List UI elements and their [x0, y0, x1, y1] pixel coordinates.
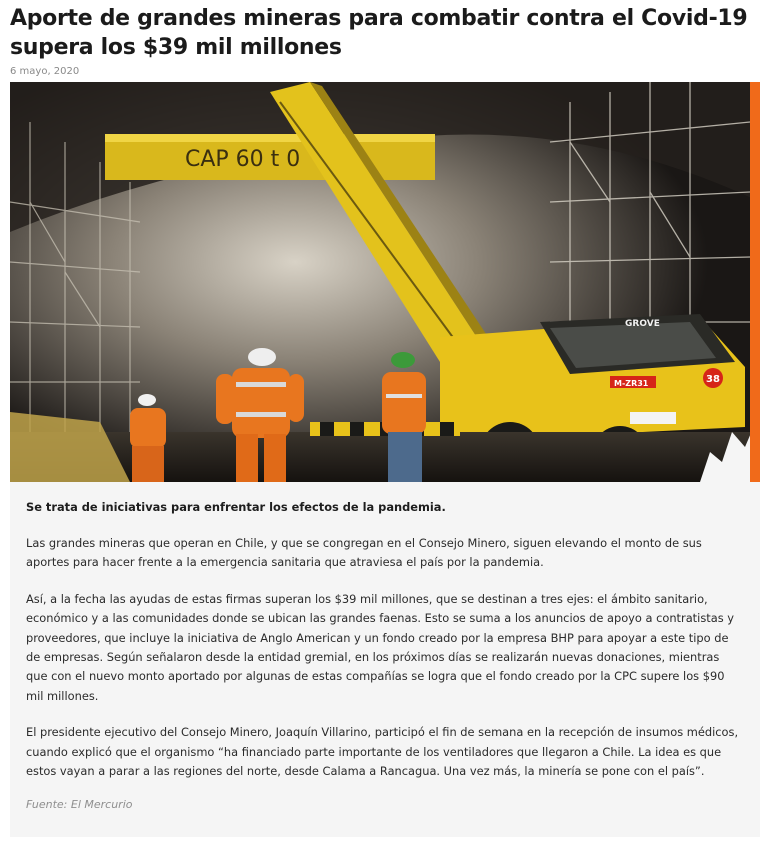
article-paragraph-1: Las grandes mineras que operan en Chile, y que se congregan en el Consejo Minero, siguen elevando el monto de sus aportes para hacer frente a la emergencia sanitaria que atraviesa el país por la pandemia. — [26, 536, 702, 570]
article-source: Fuente: El Mercurio — [26, 798, 133, 812]
crane-sign: CAP 60 t 0 — [185, 147, 301, 172]
article-paragraph-3: El presidente ejecutivo del Consejo Minero, Joaquín Villarino, participó el fin de semana en la recepción de insumos médicos, cuando explicó que el organismo “ha financiado parte importante de los ventiladores que llegaron a Chile. La idea es que estos vayan a parar a las regiones del norte, desde Calama a Rancagua. Una vez más, la minería se pone con el país”. — [26, 725, 739, 779]
article-paragraph-2: Así, a la fecha las ayudas de estas firmas superan los $39 mil millones, que se destinan a tres ejes: el ámbito sanitario, económico y a las comunidades donde se ubican las grandes faenas. Esto se suma a los anuncios de apoyo a contratistas y proveedores, que incluye la iniciativa de Anglo American y un fondo creado por la empresa BHP para apoyar a este tipo de de empresas. Según señalaron desde la entidad gremial, en los próximos días se realizarán nuevas donaciones, mientras que con el nuevo monto aportado por algunas de estas compañías se logra que el fondo creado por la CPC supere los $90 mil millones. — [26, 591, 734, 703]
truck-brand: GROVE — [625, 319, 660, 329]
article-body — [10, 482, 760, 837]
truck-number: 38 — [706, 374, 720, 385]
article-date: 6 mayo, 2020 — [10, 66, 80, 77]
article-title: Aporte de grandes mineras para combatir contra el Covid-19 supera los $39 mil millones — [10, 6, 748, 60]
truck-plate: M-ZR31 — [614, 379, 649, 388]
mining-tunnel-illustration — [10, 82, 760, 482]
article-lead: Se trata de iniciativas para enfrentar los efectos de la pandemia. — [26, 500, 446, 514]
article-hero-image — [10, 82, 760, 482]
accent-bar — [750, 82, 760, 482]
